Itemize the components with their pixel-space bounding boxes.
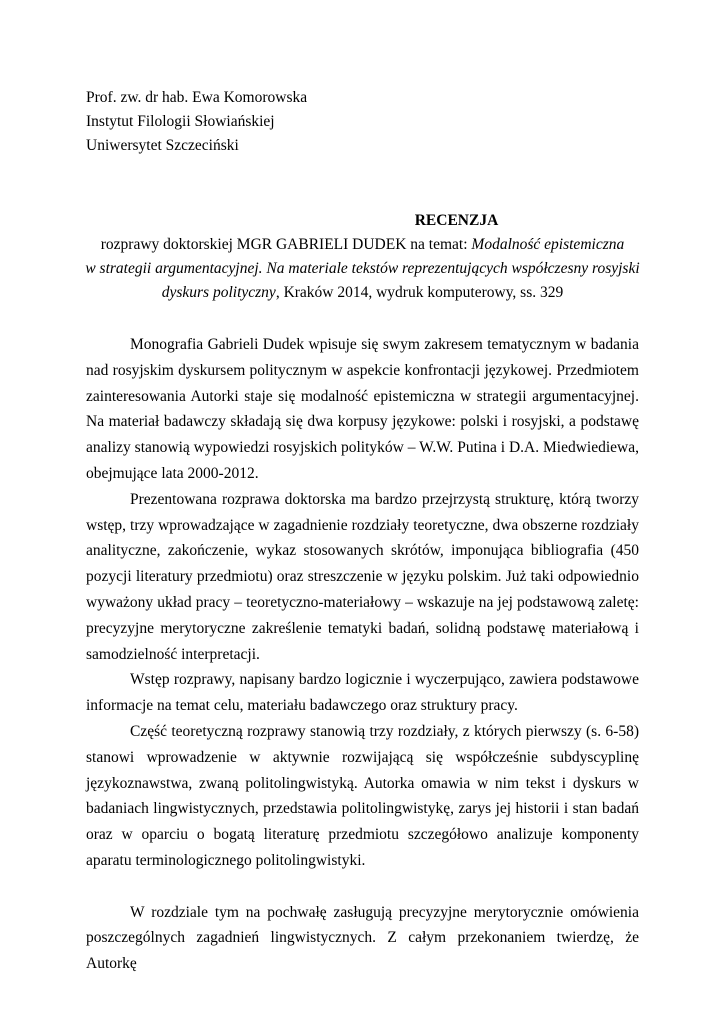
subtitle-italic-2: w strategii argumentacyjnej. Na materiale tekstów reprezentujących współczesny rosyjski: [85, 260, 640, 277]
review-heading: [80, 209, 645, 305]
review-body: [86, 332, 639, 977]
subtitle-italic-1: Modalność epistemiczna: [471, 236, 625, 253]
review-subtitle-line-3: [80, 281, 645, 305]
author-block: [86, 86, 307, 158]
paragraph-5: W rozdziale tym na pochwałę zasługują precyzyjne merytorycznie omówienia poszczególnych zagadnień lingwistycznych. Z całym przekonaniem twierdzę, że Autorkę: [86, 903, 639, 973]
paragraph-4: Część teoretyczną rozprawy stanowią trzy rozdziały, z których pierwszy (s. 6-58) stanowi wprowadzenie w aktywnie rozwijającą się współcześnie subdyscyplinę językoznawstwa, zwaną politolingwistyką. Autorka omawia w nim tekst i dyskurs w badaniach lingwistycznych, przedstawia politolingwistykę, zarys jej historii i stan badań oraz w oparciu o bogatą literaturę przedmiotu szczegółowo analizuje komponenty aparatu terminologicznego politolingwistyki.: [86, 722, 639, 869]
subtitle-plain-3: , Kraków 2014, wydruk komputerowy, ss. 329: [275, 284, 564, 301]
author-university: Uniwersytet Szczeciński: [86, 137, 239, 154]
review-subtitle-line-2: [80, 257, 645, 281]
subtitle-plain-1: rozprawy doktorskiej MGR GABRIELI DUDEK na temat:: [100, 236, 472, 253]
subtitle-italic-3: dyskurs polityczny: [161, 284, 276, 301]
paragraph-3: Wstęp rozprawy, napisany bardzo logicznie i wyczerpująco, zawiera podstawowe informacje na temat celu, materiału badawczego oraz struktury pracy.: [86, 671, 639, 715]
paragraph-2: Prezentowana rozprawa doktorska ma bardzo przejrzystą strukturę, którą tworzy wstęp, trzy wprowadzające w zagadnienie rozdziały teoretyczne, dwa obszerne rozdziały analityczne, zakończenie, wykaz stosowanych skrótów, imponująca bibliografia (450 pozycji literatury przedmiotu) oraz streszczenie w języku polskim. Już taki odpowiednio wyważony układ pracy – teoretyczno-materiałowy – wskazuje na jej podstawową zaletę: precyzyjne merytoryczne zakreślenie tematyki badań, solidną podstawę materiałową i samodzielność interpretacji.: [86, 490, 639, 663]
paragraph-1: Monografia Gabrieli Dudek wpisuje się swym zakresem tematycznym w badania nad rosyjskim dyskursem politycznym w aspekcie konfrontacji językowej. Przedmiotem zainteresowania Autorki staje się modalność epistemiczna w strategii argumentacyjnej. Na materiał badawczy składają się dwa korpusy językowe: polski i rosyjski, a podstawę analizy stanowią wypowiedzi rosyjskich polityków – W.W. Putina i D.A. Miedwiediewa, obejmujące lata 2000-2012.: [86, 336, 639, 482]
author-institute: Instytut Filologii Słowiańskiej: [86, 113, 275, 130]
author-name: Prof. zw. dr hab. Ewa Komorowska: [86, 89, 308, 106]
review-subtitle-line-1: [80, 233, 645, 257]
review-title: RECENZJA: [414, 212, 499, 229]
